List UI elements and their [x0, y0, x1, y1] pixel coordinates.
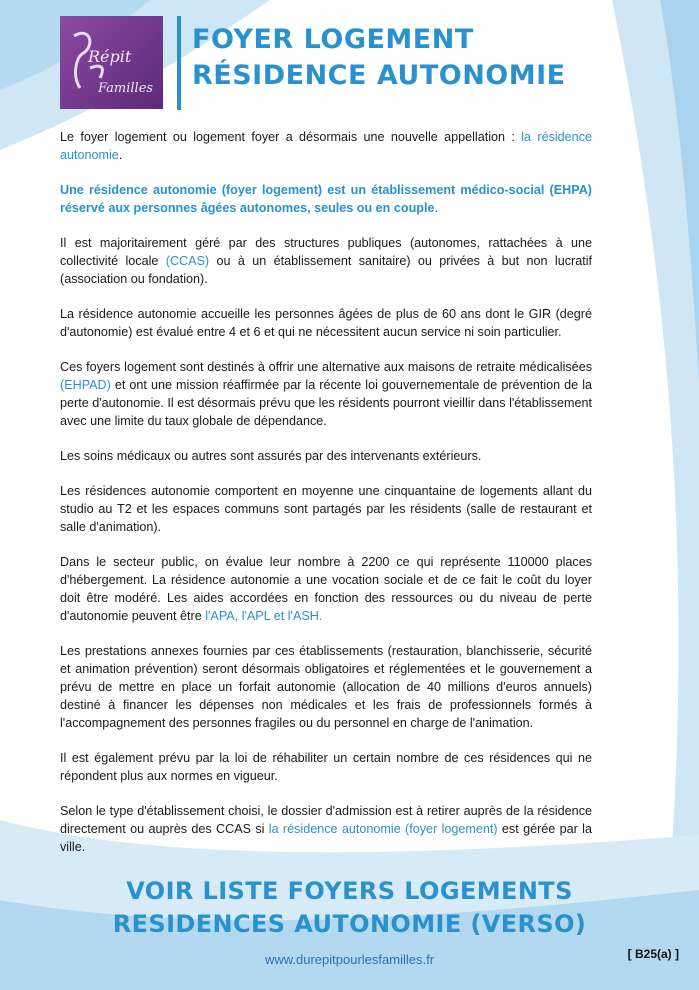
link-ehpad[interactable]: (EHPAD) — [60, 378, 111, 392]
footer-title — [0, 875, 699, 941]
title-line-2: RÉSIDENCE AUTONOMIE — [192, 60, 566, 91]
link-foyer-logement[interactable]: la résidence autonomie (foyer logement) — [268, 822, 498, 836]
paragraph-7: Les résidences autonomie comportent en moyenne une cinquantaine de logements allant du studio au T2 et les espaces communs sont partagés par les résidents (salle de restaurant et salle d'animation). — [60, 484, 592, 534]
title-line-1: FOYER LOGEMENT — [192, 24, 474, 55]
logo-text-1: Répit — [88, 47, 132, 66]
paragraph-11: Selon le type d'établissement choisi, le dossier d'admission est à retirer auprès de la résidence directement ou auprès des CCAS si la résidence autonomie (foyer logement) est gérée par la ville. — [60, 804, 592, 854]
logo — [60, 16, 163, 109]
paragraph-2: Une résidence autonomie (foyer logement) est un établissement médico-social (EHPA) réservé aux personnes âgées autonomes, seules ou en couple. — [60, 183, 592, 215]
paragraph-1: Le foyer logement ou logement foyer a désormais une nouvelle appellation : la résidence autonomie. — [60, 130, 592, 162]
page-reference: [ B25(a) ] — [627, 947, 679, 961]
paragraph-9: Les prestations annexes fournies par ces établissements (restauration, blanchisserie, sécurité et animation prévention) seront désormais obligatoires et réglementées et le gouvernement a prévu de mettre en place un forfait autonomie (allocation de 40 millions d'euros annuels) destiné à financer les dépenses non médicales et les frais de professionnels formés à l'accompagnement des personnes fragiles ou du personnel en charge de l'animation. — [60, 644, 592, 730]
footer-title-line-1: VOIR LISTE FOYERS LOGEMENTS — [126, 877, 573, 905]
logo-text-2: Familles — [98, 81, 154, 96]
paragraph-8: Dans le secteur public, on évalue leur nombre à 2200 ce qui représente 110000 places d'hébergement. La résidence autonomie a une vocation sociale et de ce fait le coût du loyer doit être modéré. Les aides accordées en fonction des ressources ou du niveau de perte d'autonomie peuvent être l'APA, l'APL et l'ASH. — [60, 555, 592, 623]
footer-title-line-2: RESIDENCES AUTONOMIE (VERSO) — [112, 910, 587, 938]
paragraph-4: La résidence autonomie accueille les personnes âgées de plus de 60 ans dont le GIR (degré d'autonomie) est évalué entre 4 et 6 et qui ne nécessitent aucun service ni soin particulier. — [60, 307, 592, 339]
page-title — [192, 22, 566, 94]
link-ccas[interactable]: (CCAS) — [165, 254, 210, 268]
logo-lettering-icon — [60, 16, 163, 109]
link-residence-autonomie[interactable]: la résidence autonomie — [60, 130, 592, 162]
paragraph-6: Les soins médicaux ou autres sont assurés par des intervenants extérieurs. — [60, 449, 482, 463]
article-body — [60, 128, 592, 873]
paragraph-10: Il est également prévu par la loi de réhabiliter un certain nombre de ces résidences qui ne répondent plus aux normes en vigueur. — [60, 751, 592, 783]
paragraph-5: Ces foyers logement sont destinés à offrir une alternative aux maisons de retraite médicalisées (EHPAD) et ont une mission réaffirmée par la récente loi gouvernementale de prévention de la perte d'autonomie. Il est désormais prévu que les résidents pourront vieillir dans l'établissement avec une limite du taux globale de dépendance. — [60, 360, 592, 428]
header-divider — [177, 16, 181, 110]
website-link[interactable]: www.durepitpourlesfamilles.fr — [264, 952, 435, 967]
paragraph-3: Il est majoritairement géré par des structures publiques (autonomes, rattachées à une collectivité locale (CCAS) ou à un établissement sanitaire) ou privées à but non lucratif (association ou fondation). — [60, 236, 592, 286]
link-apa-apl-ash[interactable]: l'APA, l'APL et l'ASH. — [205, 609, 323, 623]
